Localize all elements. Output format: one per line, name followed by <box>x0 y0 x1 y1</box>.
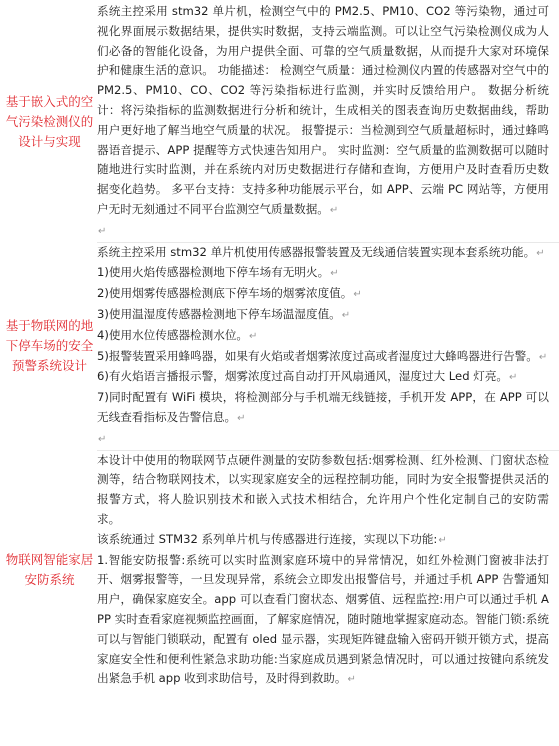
row-title: 基于嵌入式的空气污染检测仪的设计与实现 <box>5 93 94 149</box>
paragraph: 5)报警装置采用蜂鸣器，如果有火焰或者烟雾浓度过高或者湿度过大蜂鸣器进行告警。↵ <box>97 348 548 363</box>
table-row <box>0 243 559 450</box>
paragraph-mark-icon: ↵ <box>98 225 107 237</box>
table-row <box>0 451 559 691</box>
paragraph-mark-icon: ↵ <box>347 674 356 686</box>
paragraph: 6)有火焰语言播报示警，烟雾浓度过高自动打开风扇通风，湿度过大 Led 灯亮。↵ <box>97 369 518 384</box>
paragraph-mark-icon: ↵ <box>438 534 447 546</box>
paragraph-mark-icon: ↵ <box>329 204 339 216</box>
row-content <box>97 2 559 242</box>
paragraph-mark-icon: ↵ <box>330 268 339 280</box>
paragraph-mark-icon: ↵ <box>237 412 246 424</box>
row-title: 基于物联网的地下停车场的安全预警系统设计 <box>5 318 94 374</box>
table-row <box>0 0 559 242</box>
paragraph: 3)使用温湿度传感器检测地下停车场温湿度值。↵ <box>97 306 351 321</box>
paragraph: 本设计中使用的物联网节点硬件测量的安防参数包括:烟雾检测、红外检测、门窗状态检测等，结合物联网技术，以实现家庭安全的远程控制功能，同时为安全报警提供灵活的报警方式，将人脸识别技术和嵌入式技术相结合，允许用户个性化定制自己的安防需求。 <box>97 452 549 526</box>
paragraph-mark-icon: ↵ <box>536 247 545 259</box>
paragraph: 系统主控采用 stm32 单片机使用传感器报警装置及无线通信装置实现本套系统功能。↵ <box>97 244 545 259</box>
paragraph <box>97 221 549 242</box>
row-content <box>97 451 559 691</box>
row-title: 物联网智能家居安防系统 <box>5 552 94 588</box>
paragraph: 1.智能安防报警:系统可以实时监测家庭环境中的异常情况，如红外检测门窗被非法打开、烟雾报警等，一旦发现异常，系统会立即发出报警信号，并通过手机 APP 告警通知用户，确保家庭安全。app 可以查看门窗状态、烟雾值、远程监控:用户可以通过手机 APP 实时查看家庭视频监控画面，了解家庭情况，随时随地掌握家庭动态。智能门锁:系统可以与智能门锁联动，配置有 oled 显示器，实现矩阵键盘输入密码开锁开锁方式，提高家庭安全性和便利性紧急求助功能:当家庭成员遇到紧急情况时，可以通过按键向系统发出紧急手机 app 收到求助信号，及时得到救助。↵ <box>97 552 549 686</box>
paragraph: 4)使用水位传感器检测水位。↵ <box>97 327 258 342</box>
paragraph: 1)使用火焰传感器检测地下停车场有无明火。↵ <box>97 265 339 280</box>
paragraph-mark-icon: ↵ <box>509 372 518 384</box>
paragraph-mark-icon: ↵ <box>353 289 362 301</box>
row-content <box>97 243 559 450</box>
paragraph-mark-icon: ↵ <box>341 309 351 321</box>
paragraph <box>97 429 549 450</box>
paragraph: 系统主控采用 stm32 单片机，检测空气中的 PM2.5、PM10、CO2 等污染物，通过可视化界面展示数据结果，提供实时数据，支持云端监测。可以让空气污染检测仪成为人们必备的智能化设备，为用户提供全面、可靠的空气质量数据，从而提升大家对环境保护和健康生活的意识。 功能描述： 检测空气质量：通过检测仪内置的传感器对空气中的 PM2.5、PM10、CO、CO2 等污染指标进行监测，并实时反馈给用户。 数据分析统计：将污染指标的监测数据进行分析和统计，生成相关的图表查询历史数据曲线，帮助用户更好地了解当地空气质量的状况。 报警提示：当检测到空气质量超标时，通过蜂鸣器语音提示、APP 提醒等方式快速告知用户。 实时监测：空气质量的监测数据可以随时随地进行实时监测，并在系统内对历史数据进行存储和查询，方便用户及时查看历史数据变化趋势。 多平台支持：支持多种功能展示平台，如 APP、云端 PC 网站等，方便用户无时无刻通过不同平台监测空气质量数据。↵ <box>97 4 549 216</box>
paragraph-mark-icon: ↵ <box>538 351 548 363</box>
paragraph: 7)同时配置有 WiFi 模块，将检测部分与手机端无线链接，手机开发 APP，在 APP 可以无线查看指标及告警信息。↵ <box>97 390 549 424</box>
paragraph: 2)使用烟雾传感器检测底下停车场的烟雾浓度值。↵ <box>97 286 362 301</box>
paragraph: 该系统通过 STM32 系列单片机与传感器进行连接，实现以下功能:↵ <box>97 531 447 546</box>
paragraph-mark-icon: ↵ <box>249 330 258 342</box>
paragraph-mark-icon: ↵ <box>98 433 107 445</box>
